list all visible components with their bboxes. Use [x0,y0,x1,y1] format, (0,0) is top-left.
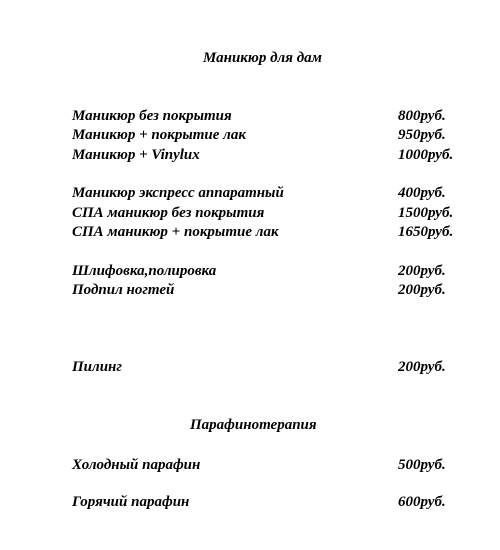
price-row [72,106,472,126]
service-name: Горячий парафин [72,494,190,510]
service-price: 1500руб. [398,205,454,221]
service-price: 400руб. [398,185,446,201]
service-price: 200руб. [398,263,446,279]
price-row [72,203,472,223]
service-name: Маникюр без покрытия [72,108,232,124]
price-row [72,222,472,242]
service-price: 1000руб. [398,147,454,163]
price-row [72,455,472,475]
price-row [72,357,472,377]
price-row [72,492,472,512]
service-name: Холодный парафин [72,457,201,473]
service-price: 500руб. [398,457,446,473]
service-name: Маникюр экспресс аппаратный [72,185,284,201]
service-price: 200руб. [398,359,446,375]
service-price: 950руб. [398,127,446,143]
service-price: 1650руб. [398,224,454,240]
section-title-manicure: Маникюр для дам [203,50,322,66]
service-name: Подпил ногтей [72,282,175,298]
service-name: Маникюр + покрытие лак [72,127,246,143]
service-name: СПА маникюр без покрытия [72,205,265,221]
service-price: 200руб. [398,282,446,298]
price-row [72,261,472,281]
price-row [72,125,472,145]
service-name: СПА маникюр + покрытие лак [72,224,279,240]
service-name: Маникюр + Vinylux [72,147,200,163]
service-name: Пилинг [72,359,122,375]
service-price: 800руб. [398,108,446,124]
price-row [72,280,472,300]
section-title-paraffin: Парафинотерапия [190,417,317,433]
price-row [72,145,472,165]
price-row [72,183,472,203]
service-price: 600руб. [398,494,446,510]
service-name: Шлифовка,полировка [72,263,217,279]
